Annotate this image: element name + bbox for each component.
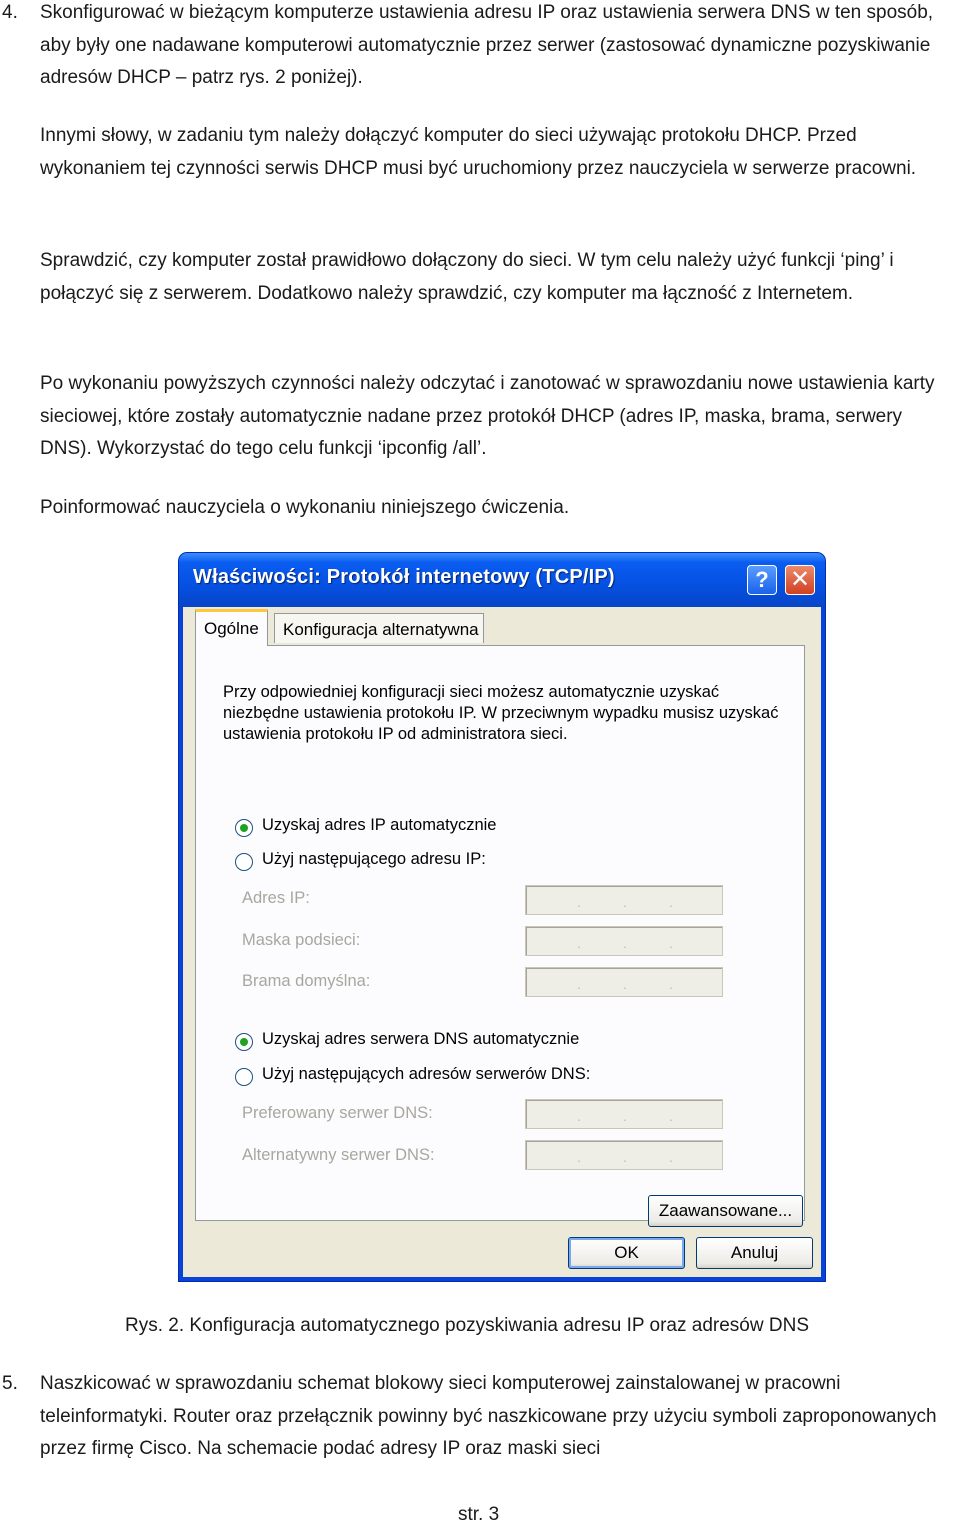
paragraph-ipconfig: Po wykonaniu powyższych czynności należy odczytać i zanotować w sprawozdaniu nowe ustawienia karty sieciowej, które zostały automatycznie nadane przez protokół DHCP (adres IP, maska, brama, serwery DNS). Wykorzystać do tego celu funkcji ‘ipconfig /all’. (40, 373, 935, 459)
list-item-4 (2, 0, 955, 95)
ip-auto-label: Uzyskaj adres IP automatycznie (262, 816, 497, 834)
figure-caption: Rys. 2. Konfiguracja automatycznego pozyskiwania adresu IP oraz adresów DNS (125, 1315, 809, 1336)
radio-selected-dot (240, 1038, 248, 1046)
cancel-button[interactable]: Anuluj (696, 1237, 813, 1269)
dialog-title: Właściwości: Protokół internetowy (TCP/IP) (193, 566, 615, 588)
item-number: 4. (2, 2, 18, 23)
default-gateway-field[interactable]: . . . (525, 967, 723, 997)
tab-panel-general (195, 645, 805, 1221)
item-number: 5. (2, 1373, 18, 1394)
dialog-client-area (183, 607, 821, 1277)
radio-ip-auto[interactable] (235, 819, 253, 837)
dns-manual-label: Użyj następujących adresów serwerów DNS: (262, 1065, 591, 1083)
radio-dns-auto[interactable] (235, 1033, 253, 1051)
close-icon[interactable]: ✕ (785, 565, 815, 595)
dns-auto-label: Uzyskaj adres serwera DNS automatycznie (262, 1030, 580, 1048)
subnet-mask-field[interactable]: . . . (525, 926, 723, 956)
ip-address-field[interactable]: . . . (525, 885, 723, 915)
alternate-dns-field[interactable]: . . . (525, 1140, 723, 1170)
preferred-dns-field[interactable]: . . . (525, 1099, 723, 1129)
paragraph-ping: Sprawdzić, czy komputer został prawidłowo dołączony do sieci. W tym celu należy użyć funkcji ‘ping’ i połączyć się z serwerem. Dodatkowo należy sprawdzić, czy komputer ma łączność z Internetem. (40, 250, 894, 304)
item-text: Naszkicować w sprawozdaniu schemat blokowy sieci komputerowej zainstalowanej w pracowni teleinformatyki. Router oraz przełącznik powinny być naszkicowane przy użyciu symboli zaproponowanych przez firmę Cisco. Na schemacie podać adresy IP oraz maski sieci (40, 1373, 937, 1459)
item-text: Skonfigurować w bieżącym komputerze ustawienia adresu IP oraz ustawienia serwera DNS w ten sposób, aby były one nadawane komputerowi automatycznie przez serwer (zastosować dynamiczne pozyskiwanie adresów DHCP – patrz rys. 2 poniżej). (40, 2, 934, 88)
title-bar (179, 553, 825, 607)
tab-general[interactable]: Ogólne (195, 609, 268, 646)
preferred-dns-label: Preferowany serwer DNS: (242, 1104, 433, 1122)
radio-selected-dot (240, 824, 248, 832)
radio-dns-manual[interactable] (235, 1068, 253, 1086)
radio-ip-manual[interactable] (235, 853, 253, 871)
paragraph-dhcp: Innymi słowy, w zadaniu tym należy dołączyć komputer do sieci używając protokołu DHCP. Przed wykonaniem tej czynności serwis DHCP musi być uruchomiony przez nauczyciela w serwerze pracowni. (40, 125, 917, 179)
page-number: str. 3 (458, 1504, 500, 1525)
list-item-5 (2, 1368, 955, 1466)
subnet-mask-label: Maska podsieci: (242, 931, 361, 949)
advanced-button[interactable]: Zaawansowane... (648, 1195, 803, 1227)
ip-address-label: Adres IP: (242, 889, 310, 907)
tab-alternate-configuration[interactable]: Konfiguracja alternatywna (274, 613, 484, 643)
help-icon[interactable]: ? (747, 565, 777, 595)
tcpip-properties-dialog (179, 553, 825, 1281)
intro-text: Przy odpowiedniej konfiguracji sieci możesz automatycznie uzyskać niezbędne ustawienia protokołu IP. W przeciwnym wypadku musisz uzyskać ustawienia protokołu IP od administratora sieci. (223, 683, 779, 743)
ip-manual-label: Użyj następującego adresu IP: (262, 850, 486, 868)
ok-button[interactable]: OK (568, 1237, 685, 1269)
alternate-dns-label: Alternatywny serwer DNS: (242, 1146, 435, 1164)
paragraph-inform: Poinformować nauczyciela o wykonaniu niniejszego ćwiczenia. (40, 497, 570, 518)
default-gateway-label: Brama domyślna: (242, 972, 371, 990)
